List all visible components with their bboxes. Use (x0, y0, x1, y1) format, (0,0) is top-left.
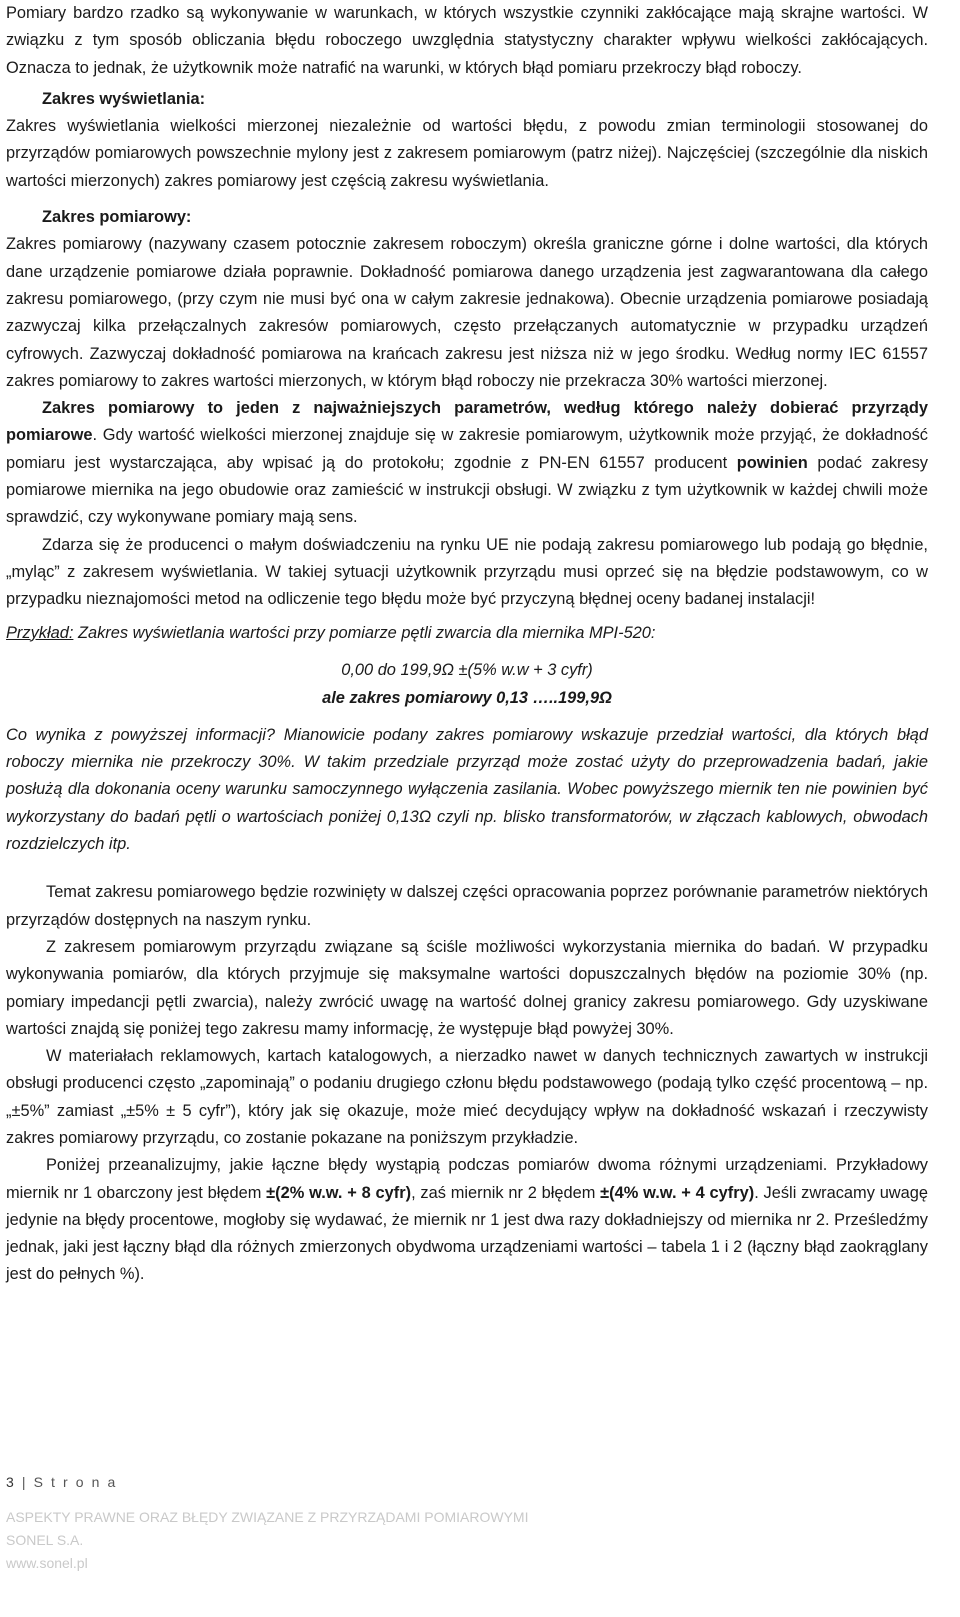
footer-doc-title: ASPEKTY PRAWNE ORAZ BŁĘDY ZWIĄZANE Z PRZYRZĄDAMI POMIAROWYMI (6, 1509, 529, 1525)
display-range-paragraph: Zakres wyświetlania wielkości mierzonej niezależnie od wartości błędu, z powodu zmian terminologii stosowanej do przyrządów pomiarowych powszechnie mylony jest z zakresem pomiarowym (patrz niżej). Najczęściej (szczególnie dla niskich wartości mierzonych) zakres pomiarowy jest częścią zakresu wyświetlania. (6, 117, 928, 190)
footer-company: SONEL S.A. (6, 1532, 84, 1548)
analysis-error-meter-2: ±(4% w.w. + 4 cyfry) (600, 1183, 755, 1202)
page-footer (6, 1474, 928, 1575)
analysis-text-a: Poniżej przeanalizujmy, jakie łączne błędy wystąpią podczas pomiarów dwoma różnymi urządzeniami. Przykładowy miernik nr 1 obarczony jest błędem (6, 1156, 928, 1202)
producers-paragraph: Zdarza się że producenci o małym doświadczeniu na rynku UE nie podają zakresu pomiarowego lub podają go błędnie, „myląc” z zakresem wyświetlania. W takiej sytuacji użytkownik przyrządu musi oprzeć się na błędzie podstawowym, co w przypadku nieznajomości metod na odliczenie tego błędu może być przyczyną błędnej oceny badanej instalacji! (6, 535, 928, 609)
possibilities-paragraph: Z zakresem pomiarowym przyrządu związane są ściśle możliwości wykorzystania miernika do badań. W przypadku wykonywania pomiarów, dla których przyjmuje się maksymalne wartości dopuszczalnych błędów na poziomie 30% (np. pomiary impedancji pętli zwarcia), należy zwrócić uwagę na wartość dolnej granicy zakresu pomiarowego. Gdy uzyskiwane wartości znajdą się poniżej tego zakresu mamy informację, że występuje błąd powyżej 30%. (6, 937, 928, 1038)
document-page (6, 0, 928, 1289)
measuring-range-heading: Zakres pomiarowy: (42, 208, 192, 227)
page-label: | S t r o n a (21, 1474, 118, 1490)
key-parameter-bold: Zakres pomiarowy to jeden z najważniejszych parametrów, według którego należy dobierać przyrządy pomiarowe (6, 399, 928, 445)
page-number-line (6, 1474, 928, 1490)
example-label: Przykład: (6, 623, 74, 642)
page-number: 3 (6, 1474, 16, 1490)
key-parameter-bold-2: powinien (736, 453, 808, 472)
measuring-range-paragraph: Zakres pomiarowy (nazywany czasem potocznie zakresem roboczym) określa graniczne górne i dolne wartości, dla których dane urządzenie pomiarowe działa poprawnie. Dokładność pomiarowa danego urządzenia jest zagwarantowana dla całego zakresu pomiarowego, (przy czym nie musi być ona w całym zakresie jednakowa). Obecnie urządzenia pomiarowe posiadają zazwyczaj kilka przełączalnych zakresów pomiarowych, często przełączanych automatycznie w przypadku urządzeń cyfrowych. Zazwyczaj dokładność pomiarowa na krańcach zakresu jest niższa niż w jego środku. Według normy IEC 61557 zakres pomiarowy to zakres wartości mierzonych, w którym błąd roboczy nie przekracza 30% wartości mierzonej. (6, 235, 928, 390)
key-parameter-paragraph (6, 395, 928, 531)
example-range-line: 0,00 do 199,9Ω ±(5% w.w + 3 cyfr) (341, 660, 593, 679)
analysis-paragraph (6, 1152, 928, 1288)
display-range-heading: Zakres wyświetlania: (42, 89, 206, 108)
analysis-error-meter-1: ±(2% w.w. + 8 cyfr) (266, 1183, 412, 1202)
analysis-text-c: . Jeśli zwracamy uwagę jedynie na błędy procentowe, mogłoby się wydawać, że miernik nr 1 jest dwa razy dokładniejszy od miernika nr 2. Prześledźmy jednak, jaki jest łączny błąd dla różnych zmierzonych obydwoma urządzeniami wartości – tabela 1 i 2 (łączny błąd zaokrąglany jest do pełnych %). (6, 1183, 928, 1284)
footer-info (6, 1506, 928, 1575)
analysis-text-b: , zaś miernik nr 2 błędem (411, 1183, 601, 1202)
key-parameter-text-a: . Gdy wartość wielkości mierzonej znajduje się w zakresie pomiarowym, użytkownik może przyjąć, że dokładność pomiaru jest wystarczająca, aby wpisać ją do protokołu; zgodnie z PN-EN 61557 producent (6, 426, 928, 472)
conclusion-paragraph: Co wynika z powyższej informacji? Mianowicie podany zakres pomiarowy wskazuje przedział wartości, dla których błąd roboczy miernika nie przekroczy 30%. W takim przedziale przyrząd może zostać użyty do przeprowadzenia badań, jakie posłużą dla dokonania oceny warunku samoczynnego wyłączenia zasilania. Wobec powyższego miernik ten nie powinien być wykorzystany do badań pętli o wartościach poniżej 0,13Ω czyli np. blisko transformatorów, w złączach kablowych, obwodach rozdzielczych itp. (6, 725, 928, 854)
key-parameter-text-b: podać zakresy pomiarowe miernika na jego obudowie oraz zamieścić w instrukcji obsługi. W związku z tym użytkownik w każdej chwili może sprawdzić, czy wykonywane pomiary mają sens. (6, 453, 928, 527)
example-text: Zakres wyświetlania wartości przy pomiarze pętli zwarcia dla miernika MPI-520: (73, 623, 656, 642)
materials-paragraph: W materiałach reklamowych, kartach katalogowych, a nierzadko nawet w danych technicznych zawartych w instrukcji obsługi producenci często „zapominają” o podaniu drugiego członu błędu podstawowego (podają tylko część procentową – np. „±5%” zamiast „±5% ± 5 cyfr”), który jak się okazuje, może mieć decydujący wpływ na dokładność wskazań i rzeczywisty zakres pomiarowy przyrządu, co zostanie pokazane na poniższym przykładzie. (6, 1047, 928, 1147)
example-measuring-line: ale zakres pomiarowy 0,13 …..199,9Ω (322, 688, 612, 707)
example-line (6, 620, 928, 647)
intro-paragraph: Pomiary bardzo rzadko są wykonywanie w warunkach, w których wszystkie czynniki zakłócające mają skrajne wartości. W związku z tym sposób obliczania błędu roboczego uwzględnia statystyczny charakter wpływu wielkości zakłócających. Oznacza to jednak, że użytkownik może natrafić na warunki, w których błąd pomiaru przekroczy błąd roboczy. (6, 4, 928, 77)
topic-paragraph: Temat zakresu pomiarowego będzie rozwinięty w dalszej części opracowania poprzez porównanie parametrów niektórych przyrządów dostępnych na naszym rynku. (6, 883, 928, 929)
footer-website: www.sonel.pl (6, 1555, 88, 1571)
